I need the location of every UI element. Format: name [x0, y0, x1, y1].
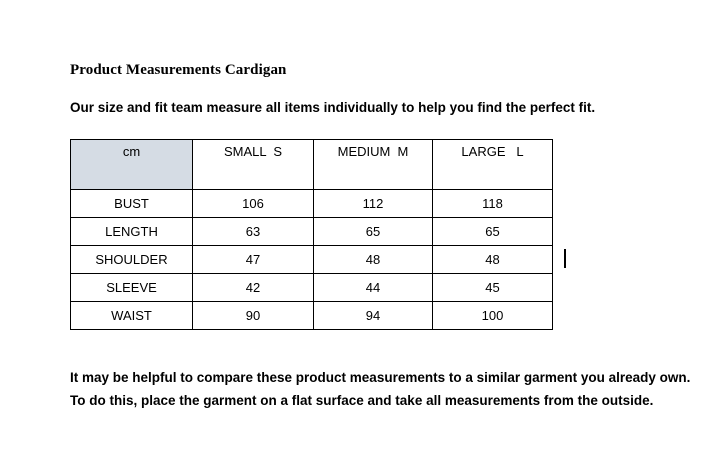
cell-length-medium: 65 — [314, 218, 433, 246]
cell-shoulder-large: 48 — [433, 246, 553, 274]
cell-bust-large: 118 — [433, 190, 553, 218]
measurements-table — [70, 139, 553, 330]
cell-shoulder-small: 47 — [193, 246, 314, 274]
note-line-2: To do this, place the garment on a flat surface and take all measurements from the outside. — [70, 393, 654, 408]
row-label-shoulder: SHOULDER — [71, 246, 193, 274]
cell-waist-large: 100 — [433, 302, 553, 330]
note-text — [70, 366, 690, 412]
table-row — [71, 190, 553, 218]
cell-sleeve-large: 45 — [433, 274, 553, 302]
cell-waist-small: 90 — [193, 302, 314, 330]
row-label-sleeve: SLEEVE — [71, 274, 193, 302]
note-line-1: It may be helpful to compare these product measurements to a similar garment you already own. — [70, 370, 691, 385]
table-row — [71, 274, 553, 302]
text-cursor — [564, 249, 566, 268]
row-label-length: LENGTH — [71, 218, 193, 246]
header-cell-small: SMALL S — [193, 140, 314, 190]
cell-length-small: 63 — [193, 218, 314, 246]
header-cell-medium: MEDIUM M — [314, 140, 433, 190]
page-title: Product Measurements Cardigan — [70, 62, 287, 78]
cell-bust-medium: 112 — [314, 190, 433, 218]
header-cell-cm: cm — [71, 140, 193, 190]
intro-text: Our size and fit team measure all items individually to help you find the perfect fit. — [70, 100, 596, 115]
table-row — [71, 302, 553, 330]
header-cell-large: LARGE L — [433, 140, 553, 190]
cell-sleeve-small: 42 — [193, 274, 314, 302]
row-label-bust: BUST — [71, 190, 193, 218]
table-row — [71, 246, 553, 274]
cell-length-large: 65 — [433, 218, 553, 246]
cell-waist-medium: 94 — [314, 302, 433, 330]
cell-bust-small: 106 — [193, 190, 314, 218]
row-label-waist: WAIST — [71, 302, 193, 330]
cell-sleeve-medium: 44 — [314, 274, 433, 302]
table-header-row — [71, 140, 553, 190]
table-row — [71, 218, 553, 246]
cell-shoulder-medium: 48 — [314, 246, 433, 274]
